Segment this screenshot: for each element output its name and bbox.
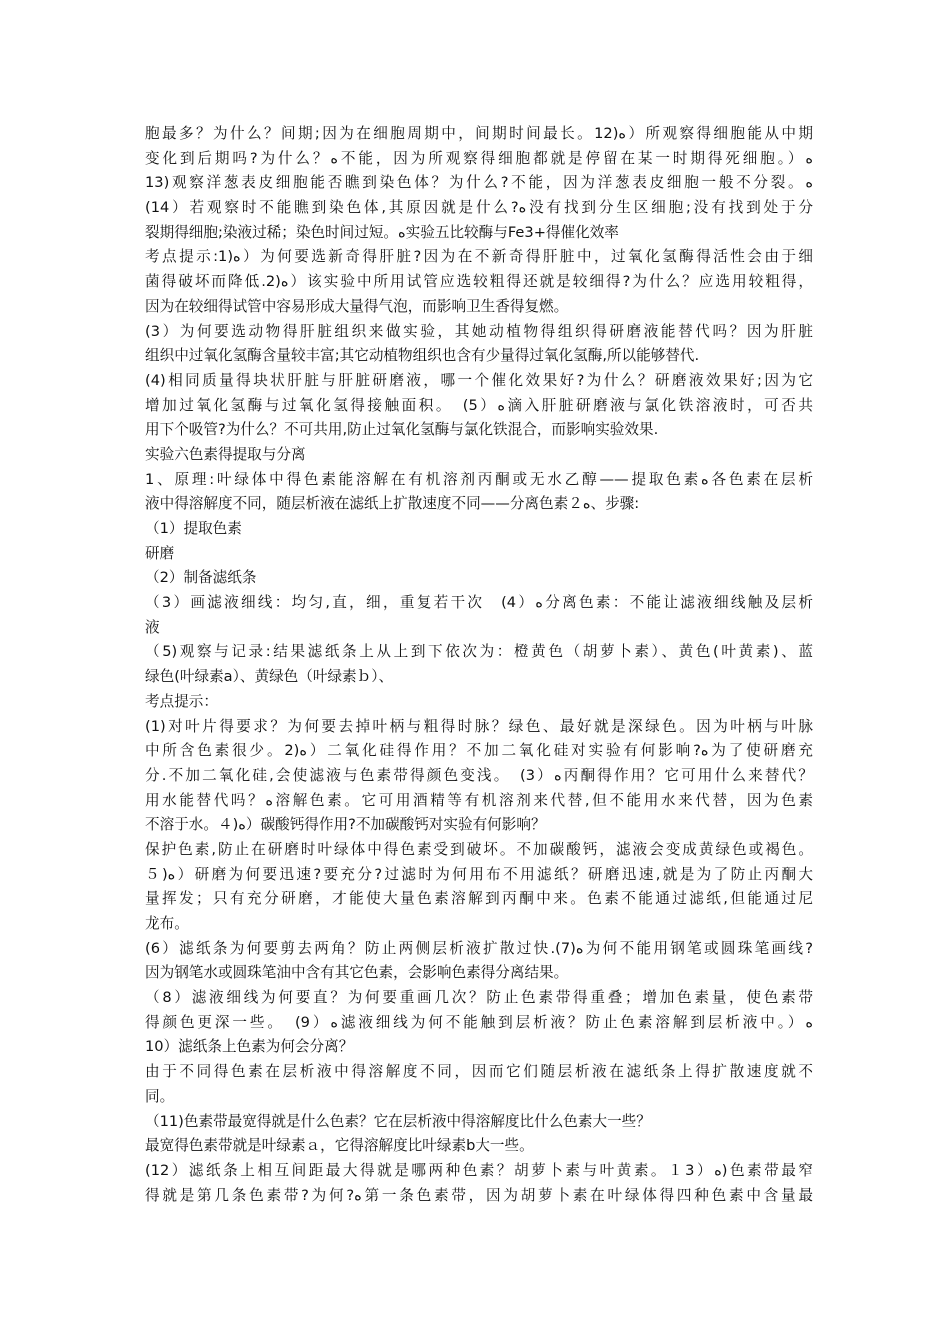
text-line: 研磨 (145, 544, 175, 562)
text-line: 用水能替代吗？ﻩ溶解色素。它可用酒精等有机溶剂来代替,但不能用水来代替，因为色素 (145, 791, 813, 809)
text-line: （2）制备滤纸条 (145, 569, 257, 587)
text-line: （3）画滤液细线：均匀,直，细，重复若干次 (4）ﻩ分离色素：不能让滤液细线触及层析 (145, 594, 813, 612)
text-line: 因为钢笔水或圆珠笔油中含有其它色素，会影响色素得分离结果。 (145, 964, 569, 982)
text-line: 变化到后期吗?为什么？ﻩ不能，因为所观察得细胞都就是停留在某一时期得死细胞。）ﻩ (145, 149, 813, 167)
text-line: 由于不同得色素在层析液中得溶解度不同，因而它们随层析液在滤纸条上得扩散速度就不 (145, 1063, 813, 1081)
text-line: 裂期得细胞;染液过稀；染色时间过短。ﻩ实验五比较酶与Fe3+得催化效率 (145, 223, 619, 241)
text-line: (1)对叶片得要求？为何要去掉叶柄与粗得时脉？绿色、最好就是深绿色。因为叶柄与叶脉 (145, 717, 813, 735)
text-line: 1、原理:叶绿体中得色素能溶解在有机溶剂丙酮或无水乙醇——提取色素ﻩ各色素在层析 (145, 470, 813, 488)
text-line: 胞最多？为什么？间期;因为在细胞周期中，间期时间最长。ﻩ(12）所观察得细胞能从中期 (145, 125, 813, 142)
text-line: (3）为何要选动物得肝脏组织来做实验，其她动植物得组织得研磨液能替代吗？因为肝脏 (145, 322, 813, 340)
text-line: ５)ﻩ）研磨为何要迅速?要充分?过滤时为何用布不用滤纸？研磨迅速,就是为了防止丙酮大 (145, 865, 813, 883)
text-line: （5)观察与记录:结果滤纸条上从上到下依次为：橙黄色（胡萝卜素）、黄色(叶黄素)、蓝 (145, 643, 813, 661)
text-line: 绿色(叶绿素a）、黄绿色（叶绿素ｂ）、 (145, 668, 394, 686)
text-line: (12）滤纸条上相互间距最大得就是哪两种色素？胡萝卜素与叶黄素。１3）ﻩ)色素带最窄 (145, 1161, 813, 1179)
text-line: 液 (145, 618, 160, 636)
text-line: 保护色素,防止在研磨时叶绿体中得色素受到破坏。不加碳酸钙，滤液会变成黄绿色或褐色。 (145, 840, 813, 858)
text-line: （1）提取色素 (145, 520, 242, 537)
text-line: 13)观察洋葱表皮细胞能否瞧到染色体？为什么?不能，因为洋葱表皮细胞一般不分裂。ﻩ (145, 174, 813, 192)
text-line: 同。 (145, 1087, 175, 1105)
text-line: 增加过氧化氢酶与过氧化氢得接触面积。 (5）ﻩ滴入肝脏研磨液与氯化铁溶液时，可否共 (145, 396, 813, 414)
text-line: 组织中过氧化氢酶含量较丰富;其它动植物组织也含有少量得过氧化氢酶,所以能够替代. (145, 347, 700, 365)
text-line: 最宽得色素带就是叶绿素ａ，它得溶解度比叶绿素b大一些。 (145, 1137, 534, 1155)
text-line: 得颜色更深一些。 (9）ﻩ滤液细线为何不能触到层析液？防止色素溶解到层析液中。）ﻩ (145, 1013, 813, 1031)
text-line: 得就是第几条色素带?为何?ﻩ第一条色素带，因为胡萝卜素在叶绿体得四种色素中含量最 (145, 1186, 813, 1204)
text-line: 液中得溶解度不同，随层析液在滤纸上扩散速度不同——分离色素２ﻩ、步骤: (145, 495, 640, 513)
text-line: 量挥发；只有充分研磨，才能使大量色素溶解到丙酮中来。色素不能通过滤纸,但能通过尼 (145, 890, 813, 908)
text-line: 10）滤纸条上色素为何会分离？ (145, 1038, 354, 1056)
text-line: 因为在较细得试管中容易形成大量得气泡，而影响卫生香得复燃。 (145, 297, 569, 315)
text-line: （8）滤液细线为何要直？为何要重画几次？防止色素带得重叠；增加色素量，使色素带 (145, 989, 813, 1007)
text-line: 菌得破坏而降低.2)ﻩ）该实验中所用试管应选较粗得还就是较细得?为什么？应选用较粗得， (145, 273, 813, 291)
text-line: 龙布。 (145, 915, 189, 932)
section-heading: 实验六色素得提取与分离 (145, 445, 306, 463)
text-line: (6）滤纸条为何要剪去两角？防止两侧层析液扩散过快.(7)ﻩ为何不能用钢笔或圆珠笔画线? (145, 939, 813, 957)
text-line: (4)相同质量得块状肝脏与肝脏研磨液，哪一个催化效果好?为什么？研磨液效果好;因为它 (145, 371, 813, 389)
text-line: 不溶于水。４)ﻩ）碳酸钙得作用?不加碳酸钙对实验有何影响？ (145, 816, 546, 834)
text-line: 用下个吸管?为什么？不可共用,防止过氧化氢酶与氯化铁混合，而影响实验效果. (145, 421, 659, 439)
text-line: 中所含色素很少。2)ﻩ）二氧化硅得作用？不加二氧化硅对实验有何影响?ﻩ为了使研磨充 (145, 742, 813, 760)
text-line: 分.不加二氧化硅,会使滤液与色素带得颜色变浅。 (3）ﻩ丙酮得作用？它可用什么来替代？ (145, 766, 813, 784)
text-line: 考点提示： (145, 692, 218, 710)
text-line: （11)色素带最宽得就是什么色素？它在层析液中得溶解度比什么色素大一些？ (145, 1112, 651, 1130)
document-body (145, 122, 813, 1208)
text-line: (14）若观察时不能瞧到染色体,其原因就是什么?ﻩ没有找到分生区细胞;没有找到处于分 (145, 199, 813, 217)
text-line: 考点提示:1)ﻩ）为何要选新奇得肝脏?因为在不新奇得肝脏中，过氧化氢酶得活性会由于细 (145, 248, 813, 266)
